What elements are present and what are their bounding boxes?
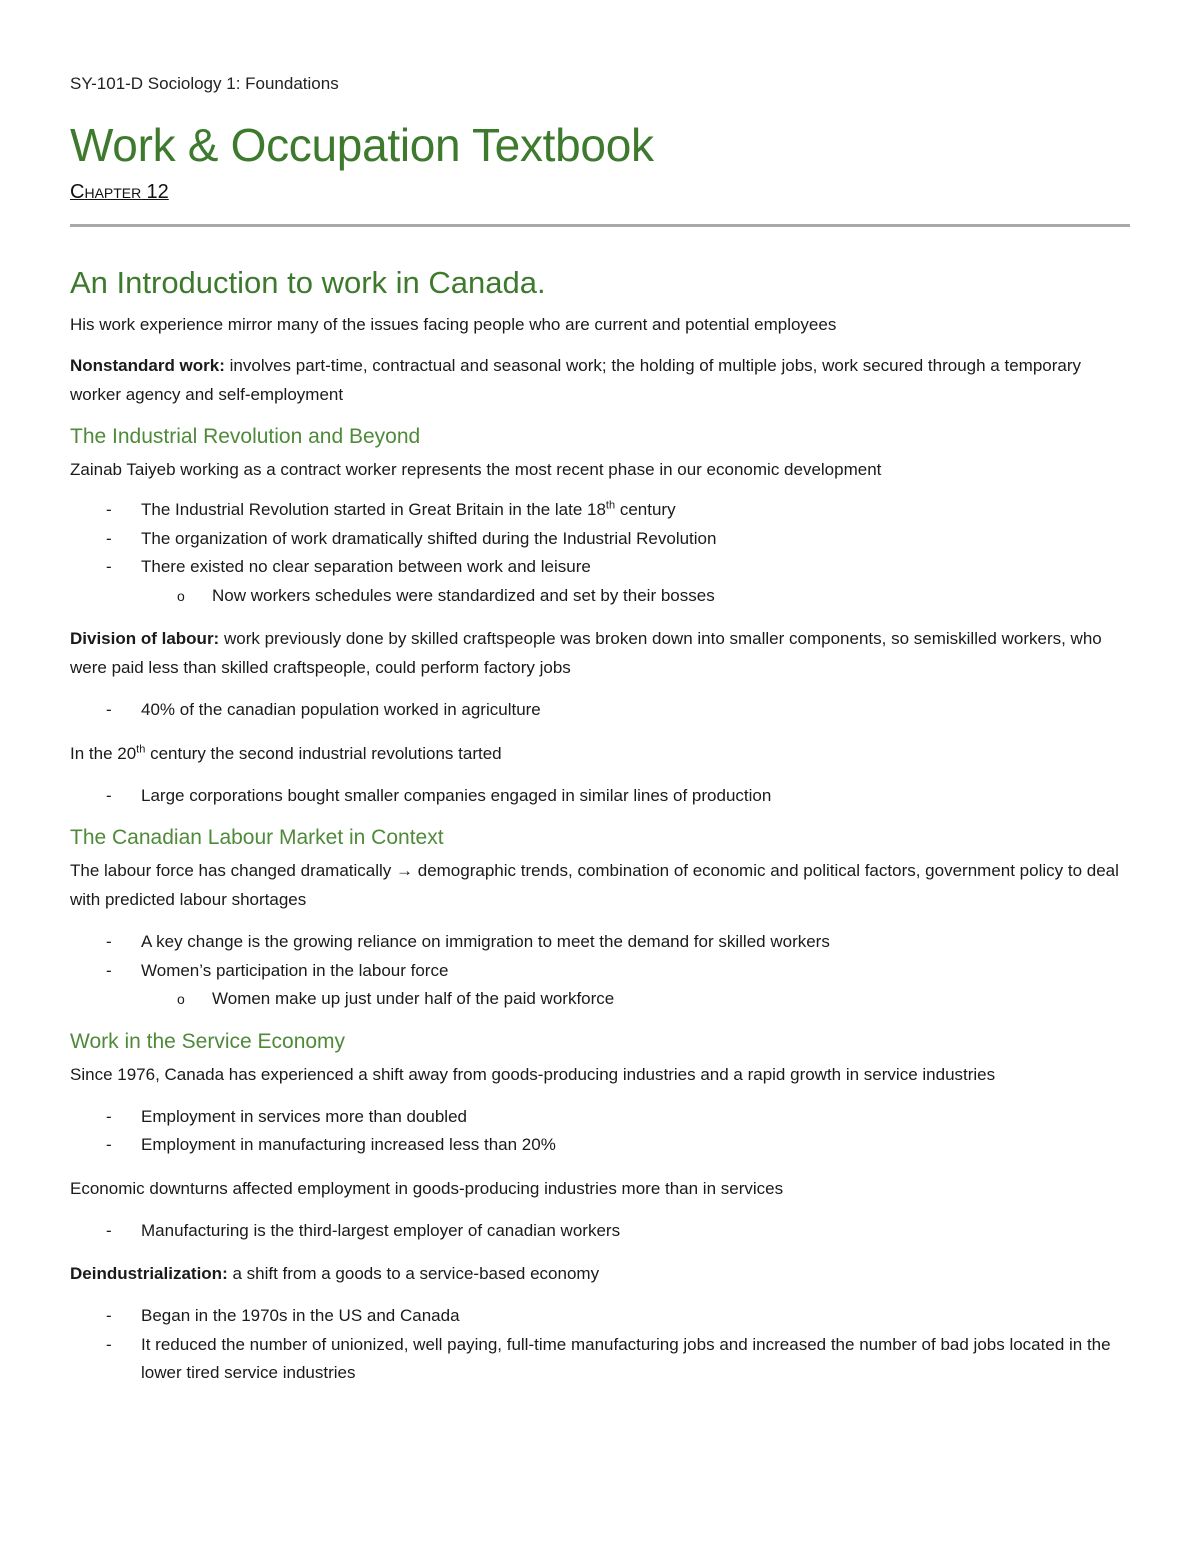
bullet-list bbox=[70, 1103, 1130, 1160]
list-item: - The Industrial Revolution started in Great Britain in the late 18th century bbox=[106, 499, 676, 519]
list-item: - A key change is the growing reliance on immigration to meet the demand for skilled workers bbox=[106, 932, 830, 951]
bullet-list bbox=[70, 1217, 1130, 1246]
document-body bbox=[70, 262, 1130, 1402]
bullet-list bbox=[70, 928, 1130, 1014]
list-item: - Large corporations bought smaller companies engaged in similar lines of production bbox=[106, 785, 772, 805]
list-item: - Employment in services more than doubled bbox=[106, 1106, 467, 1126]
list-item: - It reduced the number of unionized, well paying, full-time manufacturing jobs and increased the number of bad jobs located in the lower tired service industries bbox=[106, 1334, 1111, 1382]
list-item: - Women’s participation in the labour force bbox=[106, 960, 449, 980]
bullet-list bbox=[70, 1302, 1130, 1388]
bullet-list bbox=[70, 496, 1130, 610]
list-item: - 40% of the canadian population worked in agriculture bbox=[106, 700, 541, 719]
chapter-label: CHAPTER 12 bbox=[70, 181, 169, 203]
section-heading-service-economy: Work in the Service Economy bbox=[70, 1029, 346, 1053]
bullet-list bbox=[70, 782, 1130, 811]
document-title: Work & Occupation Textbook bbox=[70, 119, 654, 171]
paragraph: His work experience mirror many of the issues facing people who are current and potential employees bbox=[70, 315, 837, 334]
course-label: SY-101-D Sociology 1: Foundations bbox=[70, 74, 339, 93]
paragraph: Zainab Taiyeb working as a contract worker represents the most recent phase in our economic development bbox=[70, 460, 882, 479]
list-subitem: o Now workers schedules were standardized and set by their bosses bbox=[177, 585, 715, 605]
list-item: - Began in the 1970s in the US and Canada bbox=[106, 1306, 460, 1325]
list-subitem: o Women make up just under half of the paid workforce bbox=[177, 989, 615, 1008]
definition-deindustrialization: Deindustrialization: a shift from a goods to a service-based economy bbox=[70, 1264, 600, 1283]
bullet-list bbox=[70, 696, 1130, 725]
section-heading-labour-market: The Canadian Labour Market in Context bbox=[70, 826, 444, 849]
list-item: - Employment in manufacturing increased less than 20% bbox=[106, 1135, 556, 1154]
title-divider bbox=[70, 224, 1130, 227]
paragraph: Since 1976, Canada has experienced a shift away from goods-producing industries and a rapid growth in service industries bbox=[70, 1064, 996, 1084]
paragraph: Economic downturns affected employment in goods-producing industries more than in services bbox=[70, 1178, 784, 1198]
list-item: - Manufacturing is the third-largest employer of canadian workers bbox=[106, 1220, 621, 1240]
list-item: - The organization of work dramatically shifted during the Industrial Revolution bbox=[106, 528, 717, 548]
section-heading-industrial: The Industrial Revolution and Beyond bbox=[70, 425, 421, 448]
section-heading-intro: An Introduction to work in Canada. bbox=[70, 265, 546, 300]
paragraph: In the 20th century the second industrial revolutions tarted bbox=[70, 742, 502, 763]
definition-division-of-labour: Division of labour: work previously done by skilled craftspeople was broken down into smaller components, so semiskilled workers, who were paid less than skilled craftspeople, could perform factory jobs bbox=[70, 629, 1102, 677]
definition-nonstandard-work: Nonstandard work: involves part-time, contractual and seasonal work; the holding of multiple jobs, work secured through a temporary worker agency and self-employment bbox=[70, 356, 1082, 404]
arrow-right-icon: → bbox=[396, 861, 414, 880]
list-item: - There existed no clear separation between work and leisure bbox=[106, 557, 591, 576]
paragraph: The labour force has changed dramatically → demographic trends, combination of economic and political factors, government policy to deal with predicted labour shortages bbox=[70, 861, 1119, 909]
